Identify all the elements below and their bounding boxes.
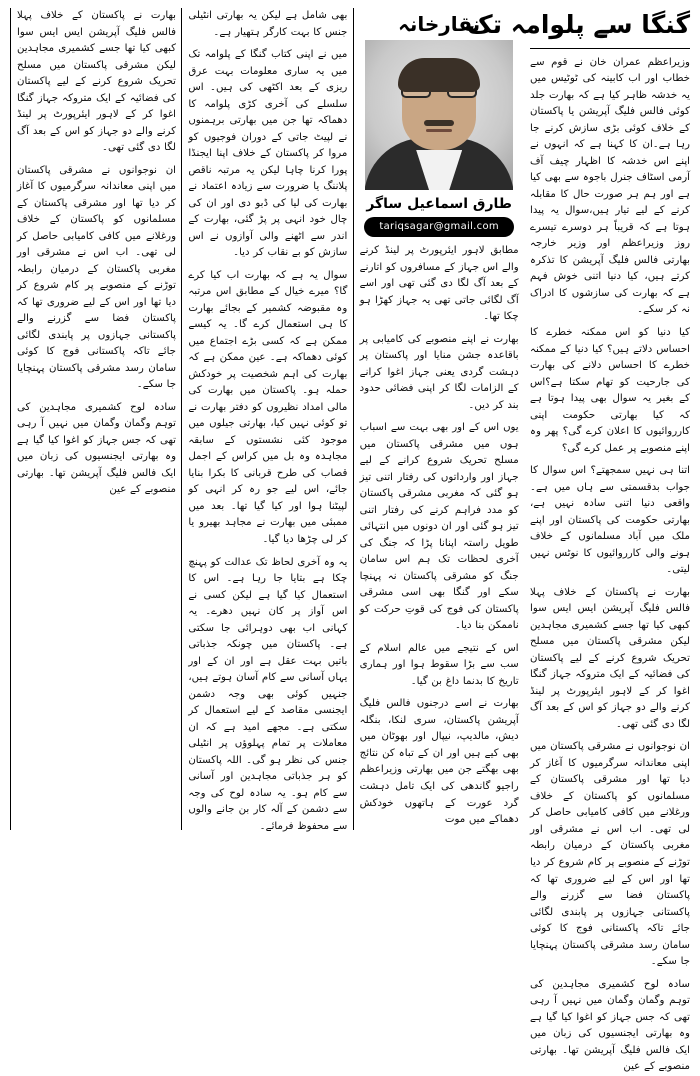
column-3-body [188,8,347,835]
paragraph: بھی شامل ہے لیکن یہ بھارتی انٹیلی جنس کا بہت کارگر ہتھیار ہے۔ [188,10,348,38]
column-left [10,8,176,830]
column-right [467,8,690,1073]
column-three [181,8,347,830]
column-2-body [360,243,519,829]
page-title: گنگا سے پلوامہ تک [467,10,690,39]
headline-area [467,8,690,42]
paragraph: اس کے نتیجے میں عالم اسلام کے سب سے بڑا سقوط ہوا اور ہماری تاریخ کا بدنما داغ بن گیا۔ [359,642,519,687]
portrait-hair [398,58,480,92]
column-1-body [530,55,690,1076]
author-email[interactable]: tariqsagar@gmail.com [364,217,514,237]
paragraph: کیا دنیا کو اس ممکنہ خطرے کا احساس دلاتے ہیں؟ کیا دنیا کے ممکنہ خطرے کا احساس دلانے کی بھارت کی جارحیت کو تھام سکتا ہے؟اس کے بغیر یہ سوال بھی پیدا ہوتا ہے کہ کیا بھارتی حکومت اپنی کارروائیوں کا اعلان کرے گی؟ پھر وہ اپنے منصوبے پر عمل کرے گی؟ [529,327,690,454]
paragraph: یہ وہ آخری لحاظ تک عدالت کو پہنچ چکا ہے بتایا جا رہا ہے۔ اس کا استعمال کیا گیا ہے لیکن کسی نے اس آواز پر کان نہیں دھرے۔ یہ کہانی اب بھی دوہرائی جا سکتی ہے۔ پاکستان میں چونکہ جذباتی باتیں بہت عقل ہے اور ان کے اور یہاں آسانی سے کام آسان ہوتے ہیں، جنہیں کوئی بھی وجہ دشمن ایجنسی مقاصد کے لیے استعمال کر سکتی ہے۔ مجھے امید ہے کہ ان معاملات پر تمام پہلوؤں پر انٹیلی جنس کی نظر ہو گی۔ اللہ پاکستان کو ہر جذباتی مجاہدین اور آسانی سے کام ہو۔ یہ سادہ لوح کی وجہ سے دشمن کے آلہ کار بن جانے والوں سے محفوظ فرمائے۔ [188,556,348,832]
paragraph: سوال یہ ہے کہ بھارت اب کیا کرے گا؟ میرے خیال کے مطابق اس مرتبہ وہ مقبوضہ کشمیر کے بجائے بھارت کا ہی استعمال کرے گا۔ یہ کیسے ممکن ہے کہ کسی بڑے اجتماع میں کوئی دھماکہ ہے۔ عین ممکن ہے کہ بھارت کی اہم شخصیت پر خودکش حملہ ہو۔ پاکستان میں بھارت کی مالی امداد نظیروں کو دفتر بھارت نے تو کوئی نہیں کیا، بھارتی جیلوں میں موجود کئی نشستوں کے سابقہ مجاہدہ وہ بل میں کراس کے اجمل قصاب کی طرح قربانی کا بکرا بنایا جائے، اس لیے جو رہ کر انہی کو لپیٹنا ہوا اور کیا گیا تھا۔ بعد میں ممبئی میں بھارت نے مجاہد بھیرو یا کر لی چڑھا دیا گیا۔ [188,269,348,545]
author-block [360,12,519,237]
section-title: نقارخانہ [398,12,481,36]
author-name: طارق اسماعیل ساگر [366,196,512,212]
paragraph: مطابق لاہور ایئرپورٹ پر لینڈ کرنے والے اس جہاز کے مسافروں کو اتارنے کے بعد آگ لگا دی گئی تھی اور اسے آگ لگائی جاتی تھی یہ جہاز کھڑا ہو چکا تھا۔ [359,245,519,323]
paragraph: ان نوجوانوں نے مشرقی پاکستان میں اپنی معاندانہ سرگرمیوں کا آغاز کر دیا تھا اور مشرقی پاکستان کے مسلمانوں کو پاکستان کے خلاف ورغلانے میں کافی کامیابی حاصل کر لی تھی۔ اب اس نے مشرقی اور مغربی پاکستان کے درمیان رابطہ توڑنے کے منصوبے پر کام شروع کر دیا تھا اور اس کے لیے ضروری تھا کہ پاکستان فضا سے گزرنے والے پاکستانی جہازوں پر پابندی لگائی جائے تاکہ پاکستانی فوج کا کوئی سامان رسد مشرقی پاکستان پہنچایا جا سکے۔ [17,164,176,391]
author-portrait [365,40,513,190]
paragraph: وزیراعظم عمران خان نے قوم سے خطاب اور اب کابینہ کی ٹوٹیس میں یہ خدشہ ظاہر کیا ہے کہ بھارت جلد کوئی فالس فلیگ آپریشن یا پاکستان کے خلاف کوئی بڑی سازش کرنے جا رہا ہے۔ان کا کہنا ہے کہ انہوں نے اپنے اس خدشہ کا اظہار چیف آف آرمی اسٹاف جنرل باجوہ سے بھی کیا ہے اور ہم ہر صورت حال کا مقابلہ کرنے کے لیے تیار ہیں،سوال یہ پیدا ہوتا ہے کہ قریباً ہر دوسرے تیسرے روز وزیراعظم اور وزیر خارجہ بھارتی فالس فلیگ آپریشن کا تذکرہ کرتے ہیں، کیا دنیا اتنی خوش فہم ہے کہ بھارت کی سازشوں کا ادراک نہ کر سکے۔ [529,56,690,316]
column-author [353,8,519,830]
paragraph: بھارت نے اسے درجنوں فالس فلیگ آپریشن پاکستان، سری لنکا، بنگلہ دیش، مالدیپ، نیپال اور بھوٹان میں بھی کیے ہیں اور ان کے تباہ کن نتائج بھی بھگتے جن میں بھارتی وزیراعظم راجیو گاندھی کی ایک تامل دہشت گرد عورت کے ہاتھوں خودکش دھماکے میں موت [359,698,519,826]
article-columns [10,8,690,1073]
portrait-moustache [424,120,454,126]
column-4-body [17,8,176,499]
paragraph: ان نوجوانوں نے مشرقی پاکستان میں اپنی معاندانہ سرگرمیوں کا آغاز کر دیا تھا اور مشرقی پاکستان کے مسلمانوں کو پاکستان کے خلاف ورغلانے میں کافی کامیابی حاصل کر لی تھی۔ اب اس نے مشرقی اور مغربی پاکستان کے درمیان رابطہ توڑنے کے منصوبے پر کام شروع کر دیا تھا اور اس کے لیے ضروری تھا کہ پاکستان فضا سے گزرنے والے پاکستانی جہازوں پر پابندی لگائی جائے تاکہ پاکستانی فوج کا کوئی سامان رسد مشرقی پاکستان پہنچایا جا سکے۔ [529,741,690,968]
headline-divider [530,48,690,49]
paragraph: سادہ لوح کشمیری مجاہدین کی توہم وگمان وگمان میں نہیں آ رہی تھی کہ جس جہاز کو اغوا کیا گیا ہے وہ بھارتی ایجنسیوں کی زبان میں ایک فالس فلیگ آپریشن تھا۔ بھارتی منصوبے کے عین [17,401,176,496]
paragraph: یوں اس کے اور بھی بہت سے اسباب ہوں میں مشرقی پاکستان میں مسلح تحریک شروع کرانے کے لیے جہاز اور وارداتوں کی رفتار اتنی تیز ہو گئی کہ مغربی مشرقی پاکستان کو مدد فراہم کرنے کی رفتار اتنی تیز ہو گئی اور ان دونوں میں انتہائی طویل راستہ اپنانا پڑا کہ جنگ کی آخری لحظات تک ہم اس سامان جنگ کو مشرقی پاکستان نہ پہنچا سکے اور گنگا بھی اسی مشرقی پاکستان کی فوج کی قوتِ حرکت کو ناممکن بنا دیا۔ [359,422,519,632]
paragraph: بھارت نے پاکستان کے خلاف پہلا فالس فلیگ آپریشن ایس ایس سوا کبھی کیا تھا جسے کشمیری مجاہدین لیکن مشرقی پاکستان میں مسلح تحریک شروع کرنے کے لیے پاکستان کی فضائیہ کے ایک متروکہ جہاز گنگا اغوا کر کے لاہور ایئرپورٹ پر لینڈ کرنے والے دو جہاز کو اس کے بعد آگ لگا دی گئی تھی۔ [529,586,690,730]
paragraph: اتنا ہی نہیں سمجھتے؟ اس سوال کا جواب بدقسمتی سے ہاں میں ہے۔ واقعی دنیا اتنی سادہ نہیں ہے، بھارتی حکومت کی پاکستان اور اپنے ملک میں آباد مسلمانوں کے خلاف ہونے والی کارروائیوں کا نوٹس نہیں لیتی۔ [529,465,690,576]
portrait-mouth [426,129,452,132]
paragraph: بھارت نے پاکستان کے خلاف پہلا فالس فلیگ آپریشن ایس ایس سوا کبھی کیا تھا جسے کشمیری مجاہدین لیکن مشرقی پاکستان میں مسلح تحریک شروع کرنے کے لیے پاکستان کی فضائیہ کے ایک متروکہ جہاز گنگا اغوا کر کے لاہور ایئرپورٹ پر لینڈ کرنے والے دو جہاز کو اس کے بعد آگ لگا دی گئی تھی۔ [17,10,176,154]
paragraph: بھارت نے اپنے منصوبے کی کامیابی پر باقاعدہ جشن منایا اور پاکستان پر دہشت گردی یعنی جہاز اغوا کرانے کے الزامات لگا کر اپنی فضائی حدود بند کر دیں۔ [359,333,519,411]
paragraph: سادہ لوح کشمیری مجاہدین کی توہم وگمان وگمان میں نہیں آ رہی تھی کہ جس جہاز کو اغوا کیا گیا ہے وہ بھارتی ایجنسیوں کی زبان میں ایک فالس فلیگ آپریشن تھا۔ بھارتی منصوبے کے عین [529,978,690,1073]
paragraph: میں نے اپنی کتاب گنگا کے پلوامہ تک میں یہ ساری معلومات بہت عرق ریزی کے بعد اکٹھی کی ہیں۔ اس سلسلے کی آخری کڑی پلوامہ کا دھماکہ تھا جن میں بھارتی برہمنوں نے لپیٹ جاتی کے دوران فوجیوں کو مروا کر پاکستان کے خلاف اپنا ایجنڈا پورا کرنا چاہا لیکن یہ مرتبہ ناقص پلاننگ یا ضرورت سے زیادہ اعتماد نے بھارت کی لیا کی ڈبو دی اور ان کی چال خود انہی پر پڑ گئی، بھارت کے اندر سے اٹھنے والی آوازوں نے اس سازش کو بے نقاب کر دیا۔ [188,49,348,259]
